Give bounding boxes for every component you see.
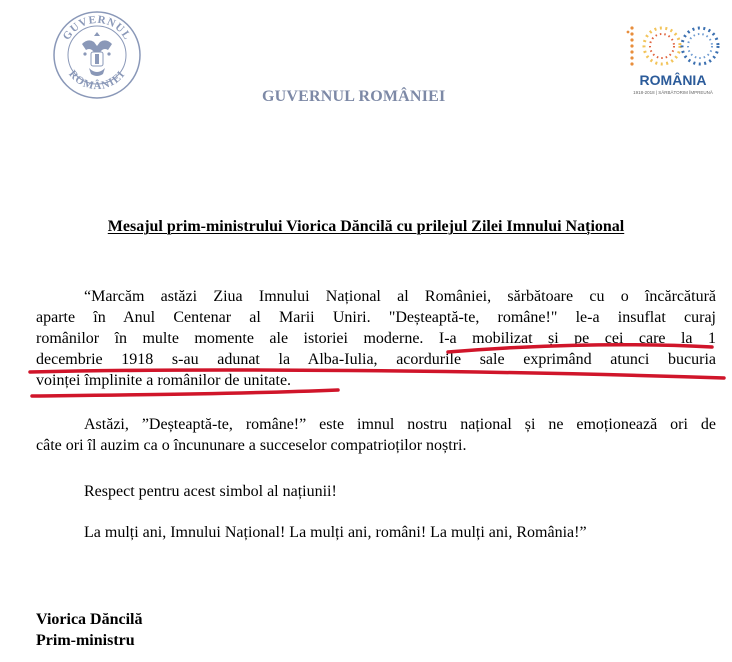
paragraph-1-line-2: aparte în Anul Centenar al Marii Uniri. "Deșteaptă-te, române!" le-a insuflat curaj — [36, 309, 716, 326]
signature-role: Prim-ministru — [36, 632, 135, 649]
paragraph-2-line-1: Astăzi, ”Deșteaptă-te, române!” este imnul nostru național și ne emoționează ori de — [84, 416, 716, 433]
centenar-100-icon — [622, 22, 724, 72]
signature-name: Viorica Dăncilă — [36, 611, 143, 628]
paragraph-4 — [36, 522, 716, 543]
document-title-text: Mesajul prim-ministrului Viorica Dăncilă cu prilejul Zilei Imnului Național — [107, 218, 625, 235]
paragraph-2-line-2: câte ori îl auzim ca o încununare a succeselor compatrioților noștri. — [36, 437, 467, 454]
paragraph-3-line-1: Respect pentru acest simbol al națiunii! — [84, 483, 337, 500]
seal-bottom-text: ROMÂNIEI — [66, 68, 128, 93]
paragraph-1-line-3: românilor în multe momente ale istoriei moderne. I-a mobilizat și pe cei care la 1 — [36, 330, 716, 347]
paragraph-1-line-1: “Marcăm astăzi Ziua Imnului Național al României, sărbătoare cu o încărcătură — [84, 288, 716, 305]
document-title — [0, 218, 732, 236]
paragraph-1-line-4: decembrie 1918 s-au adunat la Alba-Iulia, acordurile sale exprimând atunci bucuria — [36, 351, 716, 368]
government-seal-icon — [52, 10, 142, 100]
paragraph-1-line-5: voinței împlinite a românilor de unitate. — [36, 372, 292, 389]
seal-top-text: GUVERNUL — [60, 13, 134, 43]
centenar-word: ROMÂNIA — [639, 72, 707, 88]
paragraph-4-line-1: La mulți ani, Imnului Național! La mulți ani, români! La mulți ani, România!” — [84, 524, 587, 541]
paragraph-2 — [36, 414, 716, 456]
government-name: GUVERNUL ROMÂNIEI — [262, 88, 446, 105]
paragraph-1 — [36, 286, 716, 391]
centenar-tagline: 1918-2018 | SĂRBĂTORIM ÎMPREUNĂ — [633, 90, 713, 95]
paragraph-3 — [36, 481, 716, 502]
centenar-logo — [622, 22, 724, 104]
